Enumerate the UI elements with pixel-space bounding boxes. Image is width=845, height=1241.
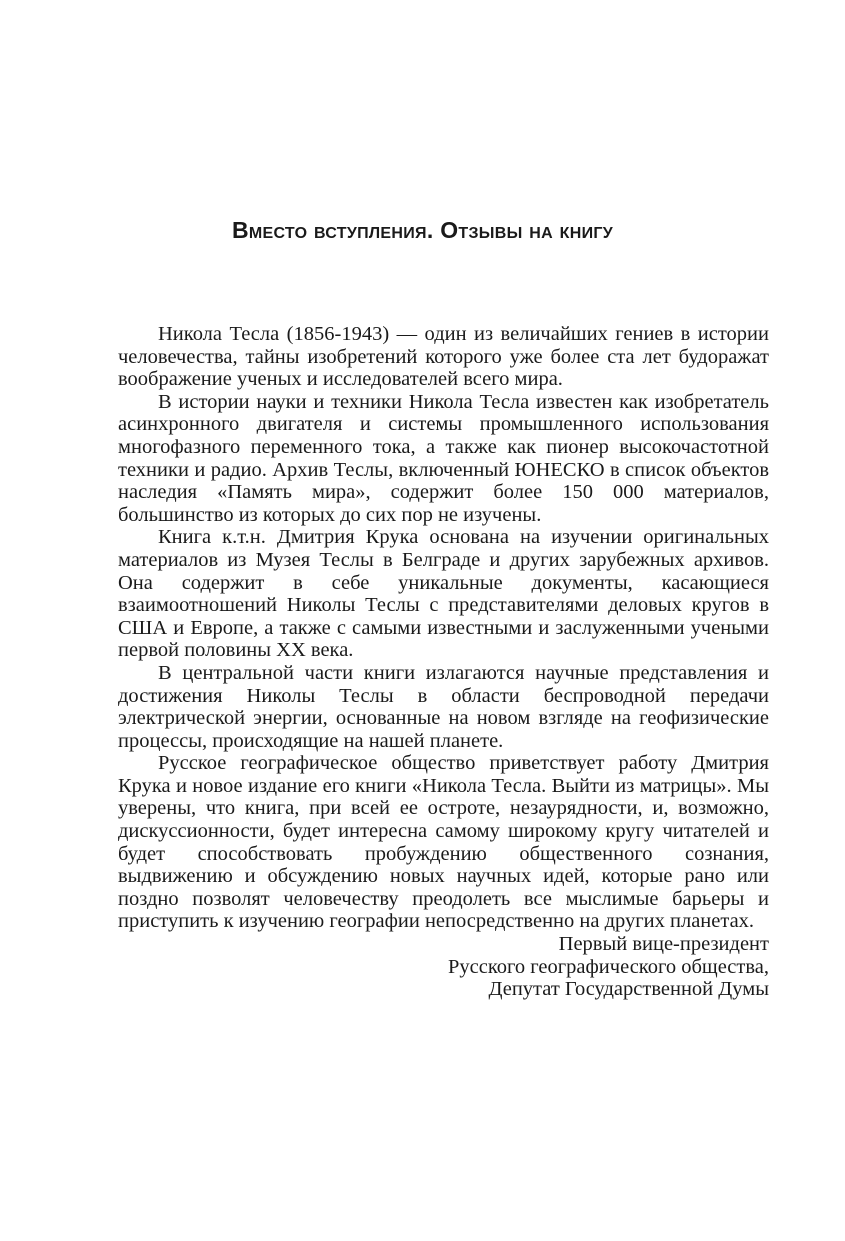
signature-line-organization: Русского географического общества, [447, 955, 769, 978]
paragraph-4: В центральной части книги излагаются научные представления и достижения Николы Теслы в области беспроводной передачи электрической энергии, основанные на новом взгляде на геофизические процессы, происходящие на нашей планете. [118, 661, 769, 752]
paragraph-5: Русское географическое общество приветствует работу Дмитрия Крука и новое издание его книги «Никола Тесла. Выйти из матрицы». Мы уверены, что книга, при всей ее остроте, незаурядности, и, возможно, дискуссионности, будет интересна самому широкому кругу читателей и будет способствовать пробуждению общественного сознания, выдвижению и обсуждению новых научных идей, которые рано или поздно позволят человечеству преодолеть все мыслимые барьеры и приступить к изучению географии непосредственно на других планетах. [118, 752, 769, 933]
signature-line-position: Первый вице-президент [558, 933, 769, 956]
paragraph-1: Никола Тесла (1856-1943) — один из величайших гениев в истории человечества, тайны изобретений которого уже более ста лет будоражат воображение ученых и исследователей всего мира. [118, 323, 769, 391]
paragraph-2: В истории науки и техники Никола Тесла известен как изобретатель асинхронного двигателя и системы промышленного использования многофазного переменного тока, а также как пионер высокочастотной техники и радио. Архив Теслы, включенный ЮНЕСКО в список объектов наследия «Память мира», содержит более 150 000 материалов, большинство из которых до сих пор не изучены. [118, 390, 769, 526]
page-title: Вместо вступления. Отзывы на книгу [231, 217, 614, 243]
body-text [118, 323, 769, 1001]
paragraph-3: Книга к.т.н. Дмитрия Крука основана на изучении оригинальных материалов из Музея Теслы в Белграде и других зарубежных архивов. Она содержит в себе уникальные документы, касающиеся взаимоотношений Николы Теслы с представителями деловых кругов в США и Европе, а также с самыми известными и заслуженными учеными первой половины XX века. [118, 526, 769, 662]
signature-block [118, 933, 769, 1001]
signature-line-title: Депутат Государственной Думы [488, 978, 769, 1001]
